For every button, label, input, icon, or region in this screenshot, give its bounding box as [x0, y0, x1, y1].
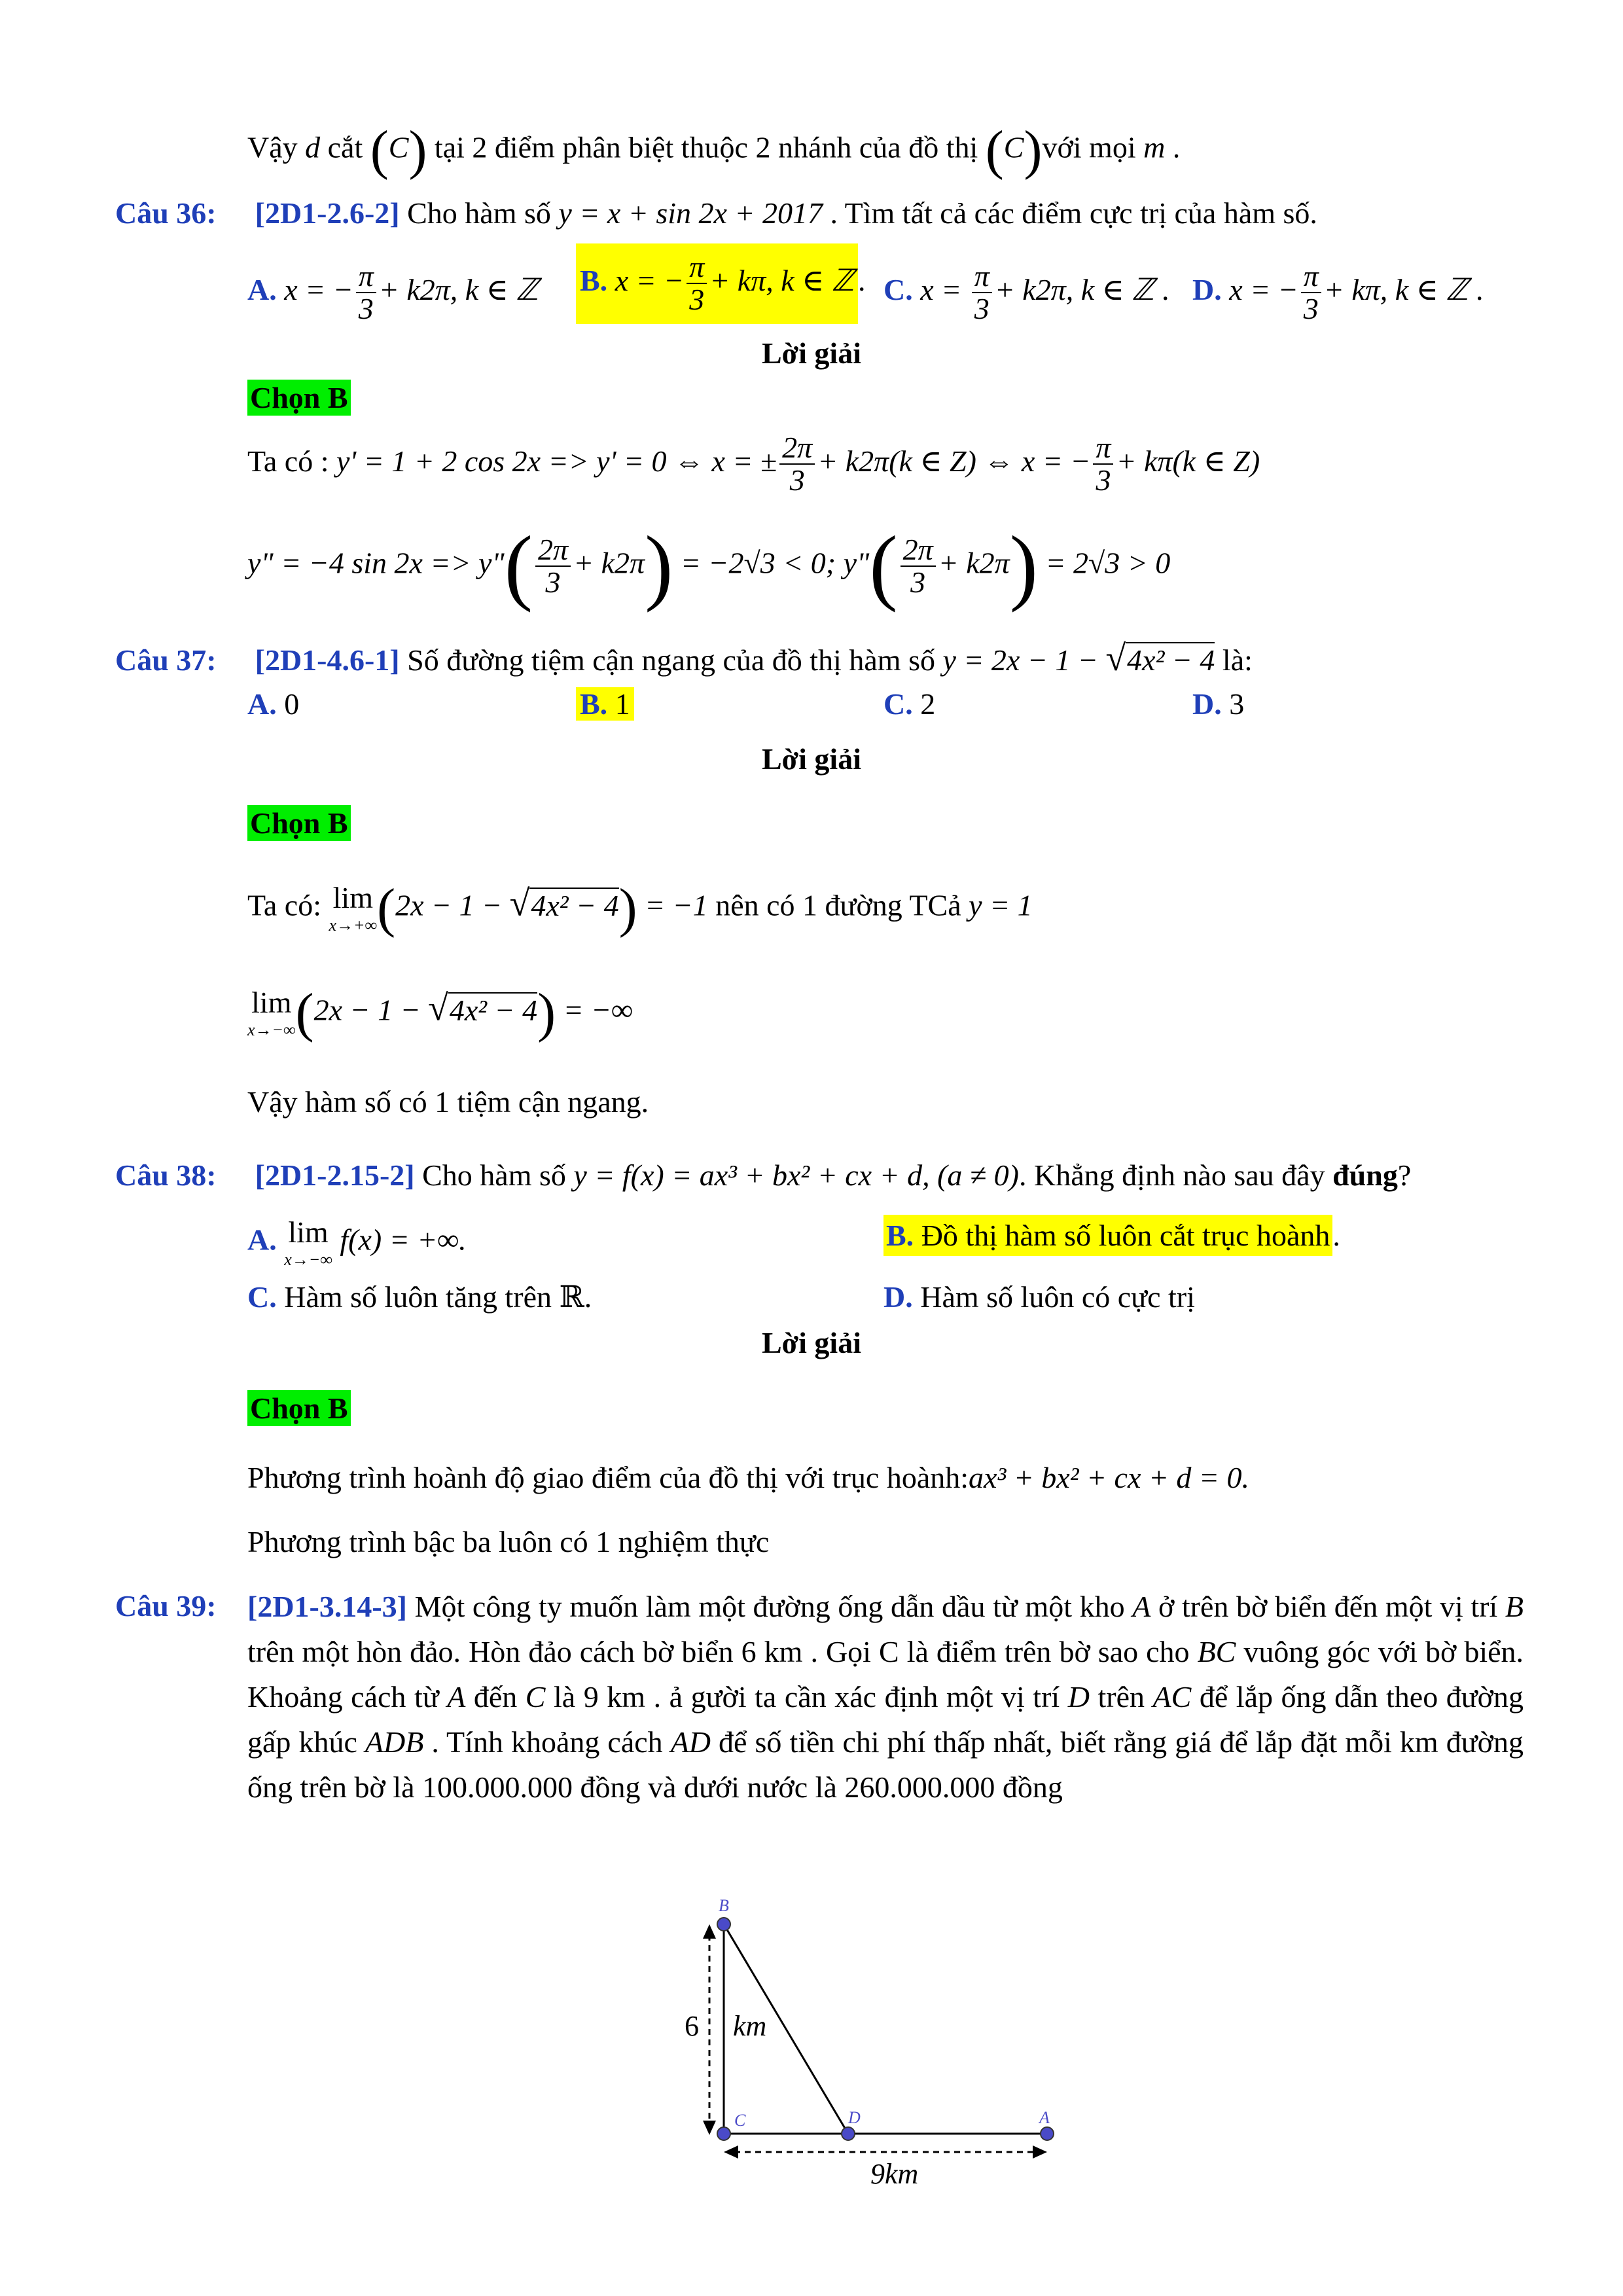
- question-var: A: [1132, 1590, 1151, 1623]
- solution-formula: 2x − 1 −: [395, 888, 510, 922]
- option-b: [883, 1216, 1340, 1255]
- question-text: . Tính khoảng cách: [423, 1725, 671, 1759]
- arrow-left-icon: [724, 2145, 738, 2159]
- solution-38-line-1: [247, 1458, 1249, 1498]
- option-b: [576, 243, 865, 324]
- fraction-denominator: 3: [358, 292, 374, 326]
- intro-text: với mọi: [1042, 130, 1144, 164]
- solution-38-line-2: Phương trình bậc ba luôn có 1 nghiệm thực: [247, 1525, 770, 1558]
- solution-title: Lời giải: [762, 336, 861, 370]
- solution-formula: = −1: [637, 888, 708, 922]
- option-text: Hàm số luôn tăng trên ℝ.: [276, 1280, 592, 1314]
- question-text: là: [545, 1680, 584, 1713]
- option-letter: D.: [1192, 687, 1222, 721]
- solution-37-line-1: Ta có: lim x→+∞ (2x − 1 − √4x² − 4) = −1 nên có 1 đường TCả y = 1: [247, 878, 1033, 939]
- question-text: Cho hàm số: [414, 1158, 574, 1192]
- solution-formula-radicand: 4x² − 4: [531, 888, 619, 922]
- fraction-numerator: π: [1301, 260, 1321, 293]
- question-code: [2D1-3.14-3]: [247, 1590, 407, 1623]
- label-b: B: [719, 1896, 729, 1915]
- question-text: để số tiền chi phí thấp nhất, biết rằng giá để lắp đặt mỗi km đường ống trên bờ là: [247, 1725, 1524, 1804]
- question-text: . Tìm tất cả các điểm cực trị của hàm số.: [822, 196, 1317, 230]
- solution-37-line-2: lim x→−∞ (2x − 1 − √4x² − 4) = −∞: [247, 982, 633, 1043]
- intro-text: .: [1165, 130, 1181, 164]
- option-formula: x = −: [615, 263, 685, 297]
- question-var: A: [447, 1680, 466, 1713]
- option-a: [247, 685, 299, 724]
- label-c: C: [734, 2111, 746, 2130]
- limit-subscript: x→−∞: [247, 1020, 296, 1039]
- option-a: [247, 1217, 467, 1268]
- question-39-stem: [247, 1584, 1524, 1810]
- fraction-numerator: π: [972, 260, 992, 293]
- question-text: ?: [1397, 1158, 1412, 1192]
- solution-formula-radicand: 4x² − 4: [449, 993, 538, 1027]
- point-c: [717, 2127, 730, 2140]
- arrow-right-icon: [1033, 2145, 1047, 2159]
- question-text: . Gọi C là điểm trên bờ sao cho: [802, 1635, 1198, 1668]
- solution-title: Lời giải: [762, 1326, 861, 1359]
- question-text: trên: [1089, 1680, 1153, 1713]
- solution-36-line-2: y" = −4 sin 2x => y"( $\frac{2\pi}{3}$ + k2π) = −2√3 < 0; y"( $\frac{2\pi}{3}$ + k2π) = 2√3 > 0: [247, 519, 1171, 613]
- question-code: [2D1-2.15-2]: [255, 1158, 415, 1192]
- question-formula: y = f(x) = ax³ + bx² + cx + d, (a ≠ 0): [573, 1158, 1019, 1192]
- fraction-denominator: 3: [789, 463, 805, 497]
- question-text: Một công ty muốn làm một đường ống dẫn dầu từ một kho: [407, 1590, 1133, 1623]
- option-end: .: [1468, 272, 1484, 306]
- answer-badge: [247, 1389, 351, 1428]
- option-formula: x =: [920, 272, 969, 306]
- option-value: 0: [276, 687, 300, 721]
- answer-text: Chọn B: [247, 1390, 351, 1426]
- question-value: 6 km: [741, 1635, 803, 1668]
- answer-text: Chọn B: [247, 380, 351, 416]
- question-text: để lắp ống dẫn theo đường gấp khúc: [247, 1680, 1524, 1759]
- option-text: Đồ thị hàm số luôn cắt trục hoành: [914, 1219, 1330, 1252]
- question-text: đến: [465, 1680, 526, 1713]
- label-6: 6: [685, 2010, 699, 2042]
- option-letter: A.: [247, 272, 277, 306]
- option-a: [247, 260, 539, 325]
- option-d: [883, 1278, 1195, 1317]
- option-d: [1192, 685, 1244, 724]
- limit-operator: lim: [251, 986, 292, 1019]
- option-formula: x = −: [1229, 272, 1298, 306]
- answer-badge: [247, 804, 351, 843]
- question-value: 260.000.000: [844, 1770, 995, 1804]
- option-letter: C.: [883, 687, 913, 721]
- option-value: 2: [912, 687, 936, 721]
- intro-var: C: [1003, 130, 1024, 164]
- intro-text: cắt: [320, 130, 370, 164]
- question-36-stem: [115, 194, 1317, 233]
- question-formula: y = x + sin 2x + 2017: [558, 196, 823, 230]
- option-letter: C.: [247, 1280, 277, 1314]
- solution-text: Ta có:: [247, 888, 329, 922]
- solution-formula: = 2√3 > 0: [1037, 546, 1171, 580]
- question-emphasis: đúng: [1332, 1158, 1398, 1192]
- option-letter: C.: [883, 272, 913, 306]
- option-formula: x = −: [284, 272, 353, 306]
- solution-formula: = −∞: [556, 993, 633, 1027]
- question-value: 100.000.000: [422, 1770, 573, 1804]
- label-9km: 9km: [870, 2158, 919, 2190]
- question-label: Câu 38:: [115, 1158, 217, 1192]
- point-d: [842, 2127, 855, 2140]
- option-letter: B.: [886, 1219, 914, 1252]
- question-label: Câu 39:: [115, 1589, 217, 1623]
- question-var: C: [525, 1680, 546, 1713]
- question-text: đồng và dưới nước là: [573, 1770, 845, 1804]
- question-value: 9 km: [583, 1680, 646, 1713]
- question-text: . Khẳng định nào sau đây: [1019, 1158, 1333, 1192]
- label-d: D: [848, 2108, 861, 2127]
- question-text: vuông góc với bờ biển. Khoảng cách từ: [247, 1635, 1524, 1713]
- question-var: AC: [1152, 1680, 1192, 1713]
- option-b: [576, 685, 634, 724]
- solution-37-conclusion: Vậy hàm số có 1 tiệm cận ngang.: [247, 1085, 649, 1119]
- option-d: [1192, 260, 1484, 325]
- question-code: [2D1-2.6-2]: [255, 196, 400, 230]
- fraction-denominator: 3: [910, 565, 926, 599]
- question-var: B: [1505, 1590, 1524, 1623]
- solution-formula: + kπ: [1116, 444, 1173, 478]
- option-formula: + kπ, k ∈ ℤ: [1323, 272, 1469, 306]
- option-letter: B.: [580, 263, 608, 297]
- solution-formula: + k2π: [817, 444, 889, 478]
- point-a: [1041, 2127, 1054, 2140]
- fraction-numerator: 2π: [779, 432, 815, 465]
- answer-badge: [247, 378, 351, 418]
- solution-formula: ax³ + bx² + cx + d = 0.: [969, 1461, 1249, 1494]
- intro-line: Vậy d cắt (C) tại 2 điểm phân biệt thuộc 2 nhánh của đồ thị (C)với mọi m .: [247, 120, 1181, 181]
- label-km: km: [733, 2010, 767, 2042]
- option-letter: A.: [247, 687, 277, 721]
- fraction-denominator: 3: [545, 565, 561, 599]
- limit-subscript: x→+∞: [329, 916, 378, 935]
- option-letter: D.: [1192, 272, 1222, 306]
- fraction-denominator: 3: [689, 283, 705, 317]
- arrow-up-icon: [703, 1924, 716, 1939]
- option-letter: B.: [580, 687, 608, 721]
- solution-text: nên có 1 đường TCả: [707, 888, 969, 922]
- question-39-label: [115, 1587, 217, 1626]
- solution-formula: (k ∈ Z): [1172, 444, 1260, 478]
- limit-operator: lim: [288, 1215, 329, 1249]
- solution-formula: + k2π: [938, 546, 1010, 580]
- question-var: AD: [670, 1725, 711, 1759]
- option-value: 3: [1221, 687, 1245, 721]
- question-label: Câu 37:: [115, 643, 217, 677]
- question-formula: y = 2x − 1 −: [942, 643, 1106, 677]
- fraction-denominator: 3: [1096, 463, 1111, 497]
- solution-36-line-1: [247, 432, 1260, 497]
- solution-formula: (k ∈ Z) ⇔ x = −: [889, 444, 1091, 478]
- option-formula: + k2π, k ∈ ℤ: [994, 272, 1154, 306]
- question-text: Cho hàm số: [399, 196, 559, 230]
- option-c: [883, 685, 935, 724]
- question-formula-radicand: 4x² − 4: [1127, 643, 1215, 677]
- arrow-down-icon: [703, 2121, 716, 2135]
- fraction-denominator: 3: [974, 292, 990, 326]
- limit-subscript: x→−∞: [284, 1250, 332, 1269]
- label-a: A: [1039, 2108, 1050, 2127]
- answer-text: Chọn B: [247, 805, 351, 841]
- pipeline-figure: [681, 1878, 1073, 2193]
- question-text: là:: [1215, 643, 1253, 677]
- solution-formula: = −2√3 < 0; y": [673, 546, 870, 580]
- intro-var: C: [388, 130, 409, 164]
- limit-operator: lim: [332, 881, 373, 914]
- fraction-numerator: π: [687, 251, 707, 284]
- point-b: [717, 1918, 730, 1931]
- question-text: đồng: [995, 1770, 1063, 1804]
- intro-var: d: [305, 130, 321, 164]
- solution-formula: y' = 1 + 2 cos 2x => y' = 0 ⇔ x = ±: [336, 444, 777, 478]
- option-end: .: [1154, 272, 1169, 306]
- question-var: ADB: [365, 1725, 424, 1759]
- option-end: .: [1332, 1219, 1340, 1252]
- intro-text: tại 2 điểm phân biệt thuộc 2 nhánh của đồ thị: [427, 130, 986, 164]
- fraction-numerator: 2π: [901, 534, 936, 567]
- solution-formula: + k2π: [573, 546, 645, 580]
- solution-formula: 2x − 1 −: [313, 993, 429, 1027]
- fraction-numerator: 2π: [535, 534, 571, 567]
- question-text: ở trên bờ biển đến một vị trí: [1150, 1590, 1505, 1623]
- solution-text: Phương trình hoành độ giao điểm của đồ thị với trục hoành:: [247, 1461, 969, 1494]
- option-formula: + k2π, k ∈ ℤ: [378, 272, 539, 306]
- option-c: [247, 1278, 592, 1317]
- intro-text: Vậy: [247, 130, 306, 164]
- solution-text: Ta có :: [247, 444, 337, 478]
- option-formula: + kπ, k ∈ ℤ: [709, 263, 854, 297]
- question-text: trên một hòn đảo. Hòn đảo cách bờ biển: [247, 1635, 741, 1668]
- question-label: Câu 36:: [115, 196, 217, 230]
- option-c: [883, 260, 1169, 325]
- solution-title: Lời giải: [762, 742, 861, 776]
- question-var: D: [1067, 1680, 1090, 1713]
- fraction-numerator: π: [356, 260, 376, 293]
- option-text: f(x) = +∞.: [332, 1223, 467, 1257]
- question-code: [2D1-4.6-1]: [255, 643, 400, 677]
- question-var: BC: [1197, 1635, 1236, 1668]
- question-text: . ả gười ta cần xác định một vị trí: [645, 1680, 1068, 1713]
- solution-formula: y = 1: [969, 888, 1033, 922]
- fraction-denominator: 3: [1303, 292, 1319, 326]
- intro-var: m: [1143, 130, 1166, 164]
- solution-formula: y" = −4 sin 2x => y": [247, 546, 505, 580]
- option-text: Hàm số luôn có cực trị: [912, 1280, 1195, 1314]
- question-text: Số đường tiệm cận ngang của đồ thị hàm số: [399, 643, 943, 677]
- option-letter: A.: [247, 1223, 277, 1257]
- fraction-numerator: π: [1093, 432, 1113, 465]
- option-value: 1: [607, 687, 630, 721]
- question-38-stem: [115, 1156, 1411, 1195]
- option-letter: D.: [883, 1280, 913, 1314]
- question-37-stem: Câu 37: [2D1-4.6-1] Số đường tiệm cận ngang của đồ thị hàm số y = 2x − 1 − √4x² − 4 là:: [115, 638, 1253, 679]
- option-end: .: [857, 263, 866, 297]
